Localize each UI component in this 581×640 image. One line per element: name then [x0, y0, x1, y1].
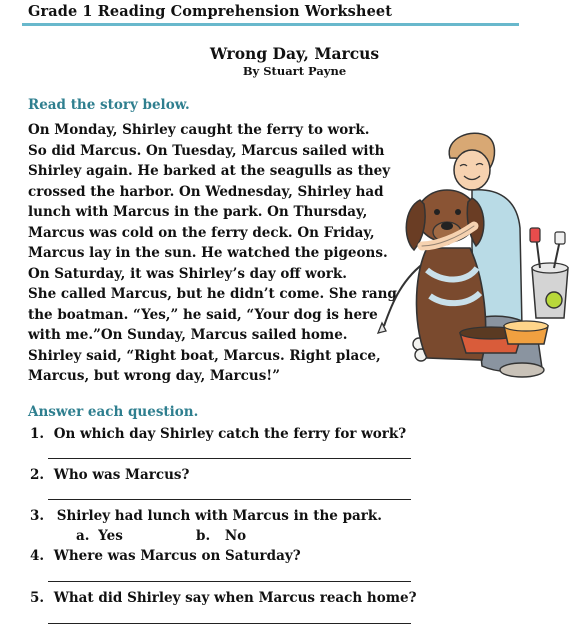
story-line: Marcus, but wrong day, Marcus!” — [28, 368, 280, 384]
answer-line-5[interactable] — [48, 623, 411, 624]
story-author: By Stuart Payne — [242, 64, 347, 78]
answer-line-2[interactable] — [48, 499, 411, 500]
story-line: On Saturday, it was Shirley’s day off work. — [28, 265, 347, 282]
question-3 — [30, 508, 382, 524]
option-label: Yes — [98, 528, 123, 544]
story-line: Shirley again. He barked at the seagulls as they — [28, 163, 391, 179]
story-line: Marcus was cold on the ferry deck. On Friday, — [28, 224, 375, 241]
worksheet-title: Grade 1 Reading Comprehension Worksheet — [28, 3, 393, 20]
option-no[interactable] — [196, 528, 246, 544]
story-line: crossed the harbor. On Wednesday, Shirley had — [28, 183, 384, 200]
story-instruction: Read the story below. — [28, 97, 190, 113]
question-number: 1. — [30, 426, 45, 442]
question-number: 4. — [30, 548, 45, 564]
story-line: the boatman. “Yes,” he said, “Your dog is here — [28, 306, 378, 323]
question-text: Shirley had lunch with Marcus in the park. — [56, 508, 382, 524]
question-1 — [30, 426, 406, 442]
option-yes[interactable] — [76, 528, 123, 544]
story-line: So did Marcus. On Tuesday, Marcus sailed with — [28, 142, 385, 159]
header-divider — [22, 23, 519, 26]
question-text: What did Shirley say when Marcus reach home? — [53, 590, 417, 606]
story-line: Marcus lay in the sun. He watched the pigeons. — [28, 245, 388, 261]
answer-line-4[interactable] — [48, 581, 411, 582]
story-line: with me.”On Sunday, Marcus sailed home. — [28, 327, 348, 343]
answer-line-1[interactable] — [48, 458, 411, 459]
question-text: Where was Marcus on Saturday? — [53, 548, 301, 564]
option-letter: a. — [76, 528, 90, 544]
questions-instruction: Answer each question. — [28, 404, 199, 420]
question-4 — [30, 548, 301, 564]
question-number: 3. — [30, 508, 45, 524]
story-line: On Monday, Shirley caught the ferry to work. — [28, 122, 370, 138]
story-line: Shirley said, “Right boat, Marcus. Right place, — [28, 347, 381, 364]
question-2 — [30, 467, 189, 483]
story-line: lunch with Marcus in the park. On Thursday, — [28, 204, 368, 220]
story-heading — [0, 44, 581, 78]
option-label: No — [224, 528, 247, 544]
question-number: 5. — [30, 590, 45, 606]
woman-hugging-dog-illustration — [372, 128, 572, 383]
question-5 — [30, 590, 417, 606]
question-number: 2. — [30, 467, 45, 483]
option-letter: b. — [196, 528, 211, 544]
story-line: She called Marcus, but he didn’t come. She rang — [28, 286, 397, 302]
story-title: Wrong Day, Marcus — [209, 44, 380, 63]
question-text: Who was Marcus? — [53, 467, 190, 483]
question-text: On which day Shirley catch the ferry for work? — [53, 426, 407, 442]
story-text — [28, 120, 397, 387]
